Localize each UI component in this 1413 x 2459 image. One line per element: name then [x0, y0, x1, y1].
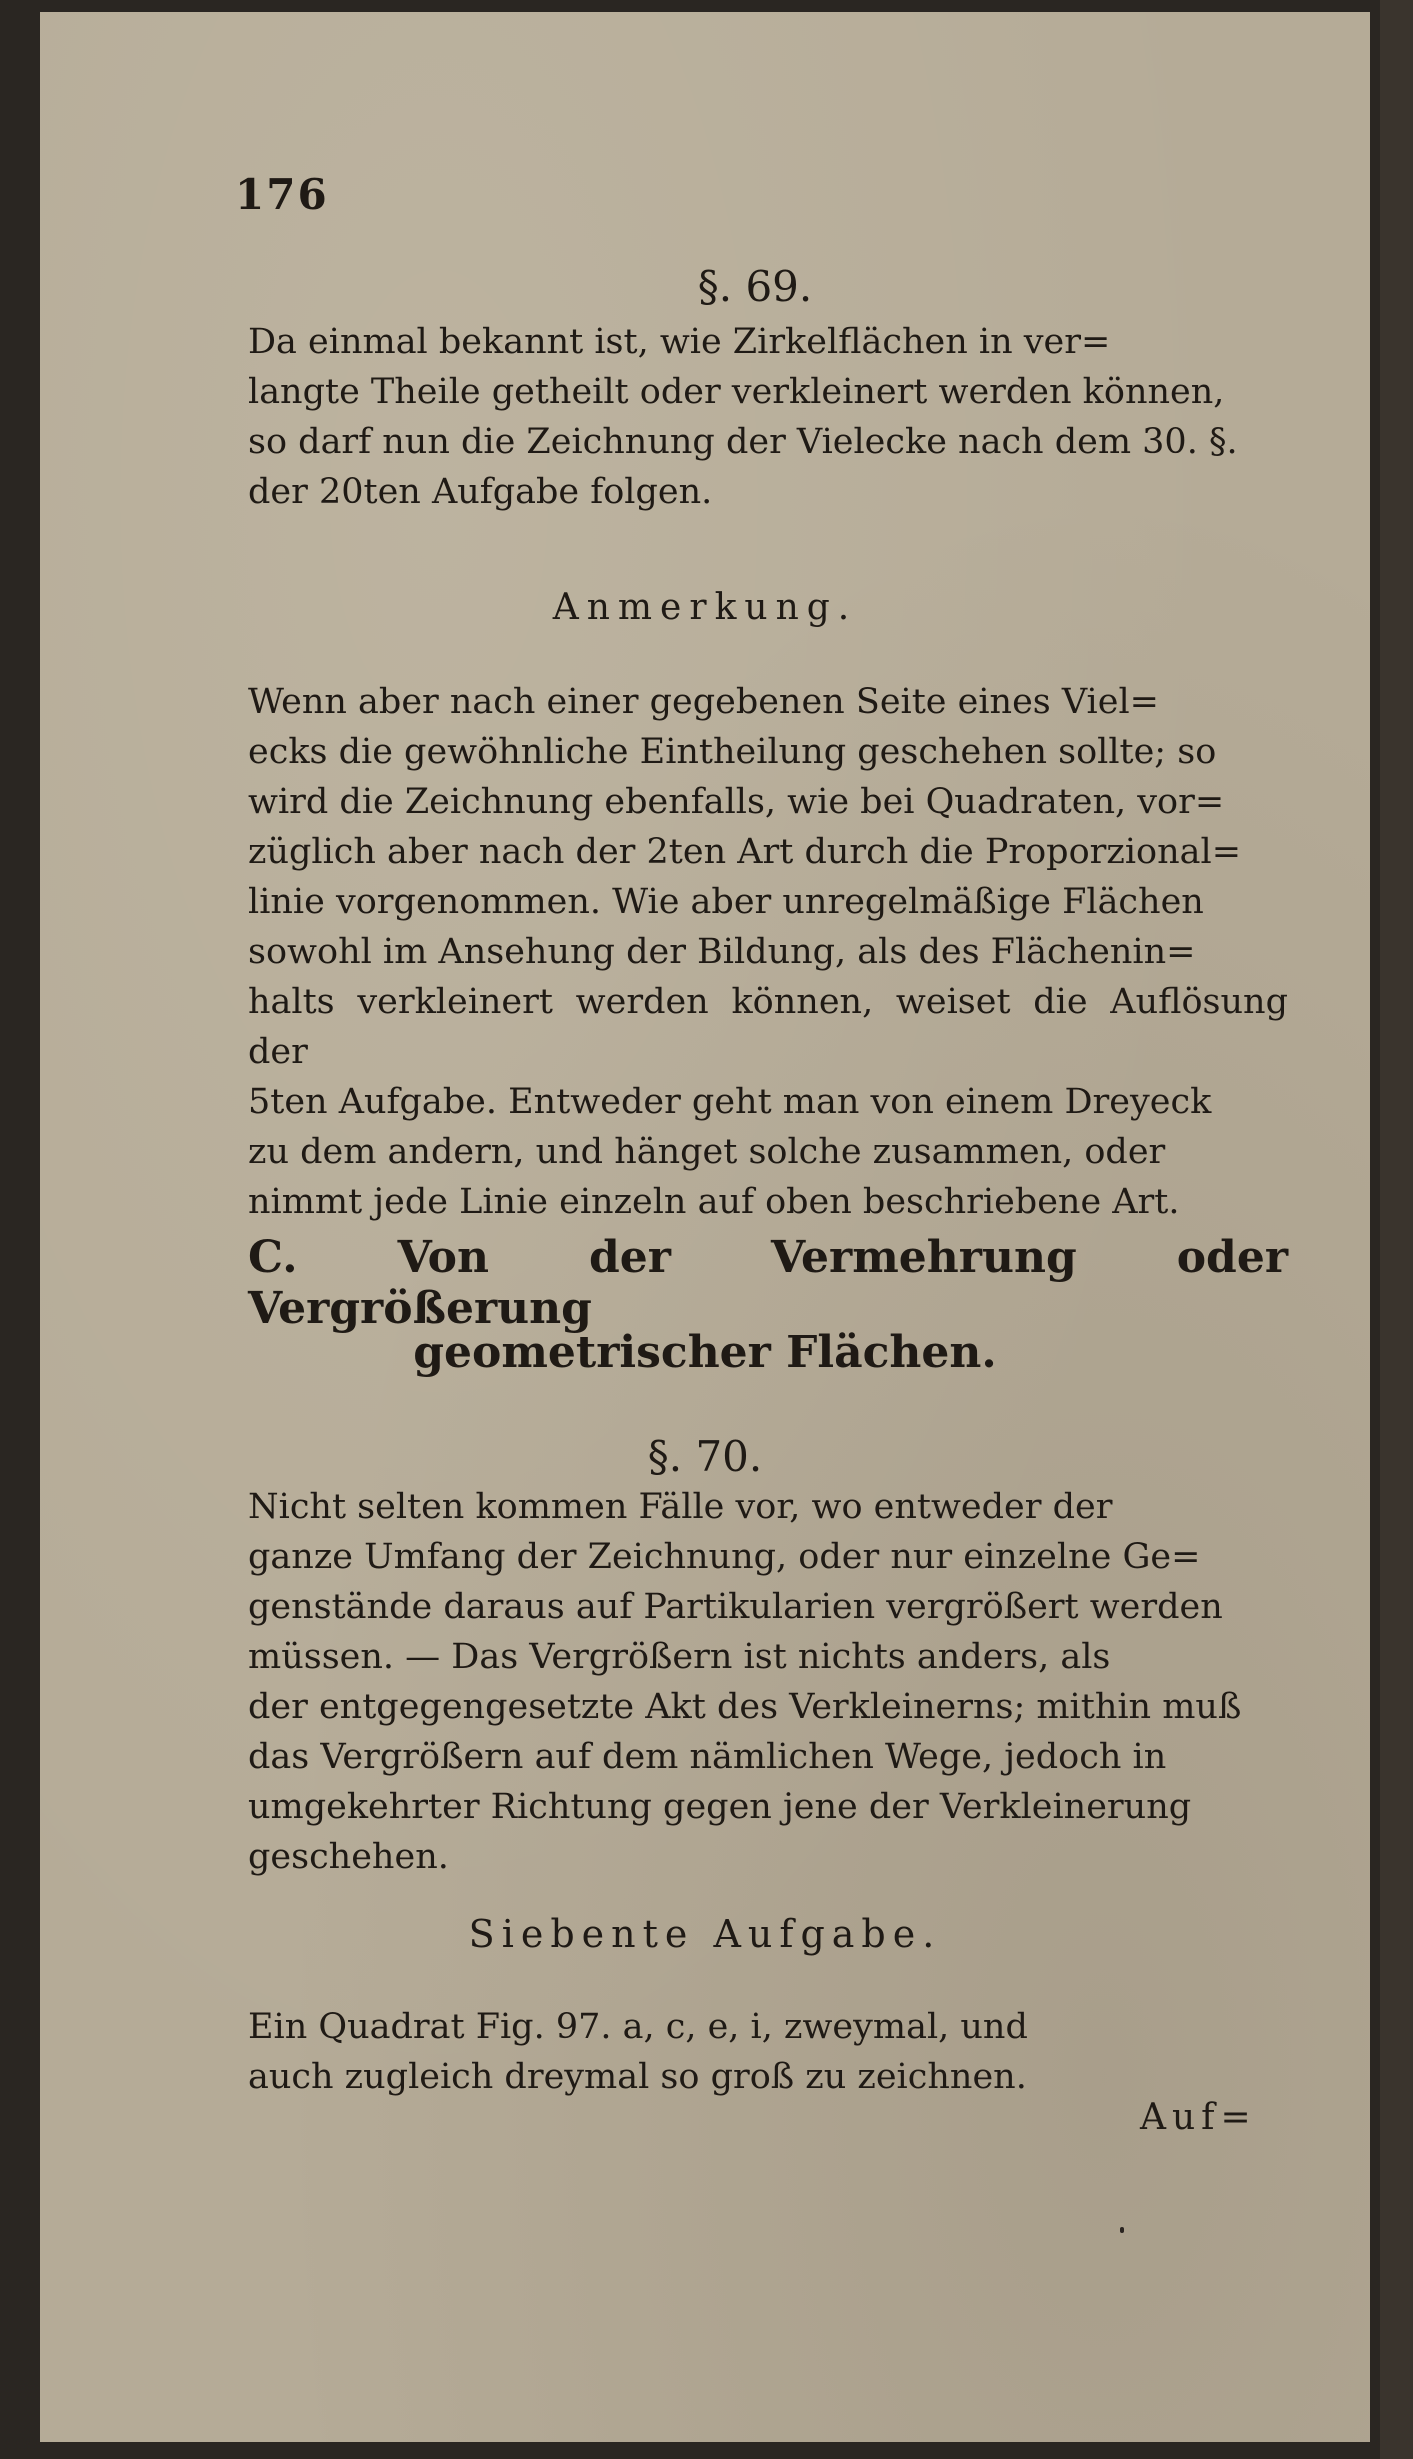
- section-c-subtitle: geometrischer Flächen.: [413, 1327, 997, 1378]
- siebente-aufgabe-paragraph: [248, 2002, 1288, 2102]
- text-line: sowohl im Ansehung der Bildung, als des Flächenin=: [248, 932, 1196, 972]
- text-line: geschehen.: [248, 1837, 449, 1877]
- text-line: ecks die gewöhnliche Eintheilung geschehen sollte; so: [248, 732, 1217, 772]
- text-line: auch zugleich dreymal so groß zu zeichnen.: [248, 2057, 1027, 2097]
- section-69-paragraph: [248, 317, 1288, 517]
- adjacent-page-edge: [1380, 0, 1413, 2459]
- text-line: wird die Zeichnung ebenfalls, wie bei Quadraten, vor=: [248, 782, 1225, 822]
- text-line: so darf nun die Zeichnung der Vielecke nach dem 30. §.: [248, 422, 1238, 462]
- section-69-heading: §. 69.: [697, 262, 813, 311]
- text-line: halts verkleinert werden können, weiset die Auflösung der: [248, 982, 1288, 1072]
- text-line: müssen. — Das Vergrößern ist nichts anders, als: [248, 1637, 1111, 1677]
- page-number: 176: [235, 170, 329, 219]
- text-line: züglich aber nach der 2ten Art durch die Proporzional=: [248, 832, 1242, 872]
- section-70-paragraph: [248, 1482, 1288, 1882]
- text-line: das Vergrößern auf dem nämlichen Wege, jedoch in: [248, 1737, 1167, 1777]
- text-line: Nicht selten kommen Fälle vor, wo entweder der: [248, 1487, 1113, 1527]
- text-line: nimmt jede Linie einzeln auf oben beschriebene Art.: [248, 1182, 1180, 1222]
- text-line: ganze Umfang der Zeichnung, oder nur einzelne Ge=: [248, 1537, 1201, 1577]
- text-line: Ein Quadrat Fig. 97. a, c, e, i, zweymal, und: [248, 2007, 1028, 2047]
- text-line: 5ten Aufgabe. Entweder geht man von einem Dreyeck: [248, 1082, 1212, 1122]
- section-70-heading: §. 70.: [647, 1432, 763, 1481]
- anmerkung-paragraph: [248, 677, 1288, 1227]
- siebente-aufgabe-heading: Siebente Aufgabe.: [468, 1912, 942, 1956]
- ink-speck: [1120, 2227, 1124, 2233]
- text-line: Da einmal bekannt ist, wie Zirkelflächen in ver=: [248, 322, 1111, 362]
- book-page: [40, 12, 1370, 2442]
- text-line: umgekehrter Richtung gegen jene der Verkleinerung: [248, 1787, 1192, 1827]
- text-line: der entgegengesetzte Akt des Verkleinerns; mithin muß: [248, 1687, 1242, 1727]
- text-line: genstände daraus auf Partikularien vergrößert werden: [248, 1587, 1223, 1627]
- catchword: Auf=: [1140, 2097, 1257, 2138]
- anmerkung-heading: Anmerkung.: [552, 587, 858, 628]
- section-c-title: C. Von der Vermehrung oder Vergrößerung: [248, 1232, 1288, 1334]
- text-line: zu dem andern, und hänget solche zusammen, oder: [248, 1132, 1166, 1172]
- text-line: der 20ten Aufgabe folgen.: [248, 472, 713, 512]
- text-line: langte Theile getheilt oder verkleinert werden können,: [248, 372, 1225, 412]
- text-line: linie vorgenommen. Wie aber unregelmäßige Flächen: [248, 882, 1204, 922]
- text-line: Wenn aber nach einer gegebenen Seite eines Viel=: [248, 682, 1159, 722]
